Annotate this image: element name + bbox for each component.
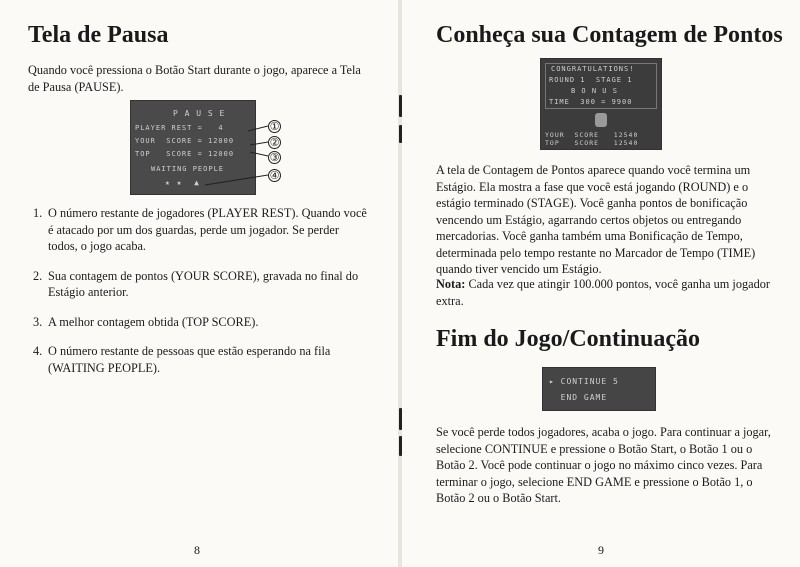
- screen-line: ★ ★ ▲: [165, 178, 200, 187]
- screen-line: END GAME: [549, 393, 608, 402]
- screen-line: YOUR SCORE = 12000: [135, 137, 235, 145]
- continue-paragraph: Se você perde todos jogadores, acaba o jogo. Para continuar a jogar, selecione CONTINUE e pressione o Botão Start, o Botão 1 ou o Botão 2. Você pode continuar o jogo no máximo cinco vezes. Para terminar o jogo, selecione END GAME e pressione o Botão 1, o Botão 2 ou o Botão Start.: [436, 425, 771, 505]
- screen-line: P A U S E: [173, 109, 226, 118]
- list-item: [33, 343, 368, 376]
- screen-line: TIME 300 = 9900: [549, 98, 633, 106]
- list-item: [33, 314, 368, 331]
- callout-2: ②: [269, 136, 280, 149]
- item-text: O número restante de pessoas que estão esperando na fila (WAITING PEOPLE).: [48, 344, 331, 375]
- note-paragraph: [436, 276, 781, 309]
- note-text: Cada vez que atingir 100.000 pontos, você ganha um jogador extra.: [436, 277, 770, 308]
- left-page: [0, 0, 398, 567]
- page-title: Tela de Pausa: [28, 22, 169, 48]
- character-sprite-icon: [595, 113, 607, 127]
- page-title: Conheça sua Contagem de Pontos: [436, 22, 783, 48]
- section-title: Fim do Jogo/Continuação: [436, 326, 701, 352]
- item-text: O número restante de jogadores (PLAYER REST). Quando você é atacado por um dos guardas, perde um jogador. Se perder todos, o jogo acaba.: [48, 206, 367, 253]
- page-number: 8: [194, 543, 200, 557]
- list-item: [33, 268, 368, 301]
- score-paragraph: A tela de Contagem de Pontos aparece quando você termina um Estágio. Ela mostra a fase que você está jogando (ROUND) e o estágio terminado (STAGE). Você ganha pontos de bonificação vencendo um Estágio, agarrando certos objetos ou entregando mercadorias. Você ganha também uma Bonificação de Tempo, determinada pelo tempo restante no Marcador de Tempo (TIME) quando tiver vencido um Estágio.: [436, 163, 756, 276]
- page-number: 9: [598, 543, 604, 557]
- right-page: [402, 0, 800, 567]
- item-number: 1.: [33, 206, 43, 220]
- screen-line: PLAYER REST = 4: [135, 124, 224, 132]
- item-number: 4.: [33, 344, 43, 358]
- callout-1: ①: [269, 120, 280, 133]
- continue-screen-image: [542, 367, 656, 411]
- screen-line: TOP SCORE 12540: [545, 139, 639, 147]
- score-screen-image: [540, 58, 662, 150]
- screen-line: YOUR SCORE 12540: [545, 131, 639, 139]
- item-number: 2.: [33, 268, 43, 283]
- list-item: [33, 205, 368, 255]
- numbered-list: [33, 205, 368, 376]
- item-text: Sua contagem de pontos (YOUR SCORE), gravada no final do Estágio anterior.: [48, 268, 359, 299]
- screen-line: WAITING PEOPLE: [151, 165, 225, 173]
- item-text: A melhor contagem obtida (TOP SCORE).: [48, 314, 259, 329]
- screen-line: CONGRATULATIONS!: [551, 65, 635, 73]
- item-number: 3.: [33, 314, 43, 329]
- intro-paragraph: Quando você pressiona o Botão Start durante o jogo, aparece a Tela de Pausa (PAUSE).: [28, 63, 361, 94]
- screen-line: ▸ CONTINUE 5: [549, 377, 619, 386]
- callout-3: ③: [269, 151, 280, 164]
- callout-4: ④: [269, 169, 280, 182]
- screen-line: B O N U S: [571, 87, 618, 95]
- screen-line: ROUND 1 STAGE 1: [549, 76, 633, 84]
- note-label: Nota:: [436, 277, 466, 291]
- screen-line: TOP SCORE = 12000: [135, 150, 235, 158]
